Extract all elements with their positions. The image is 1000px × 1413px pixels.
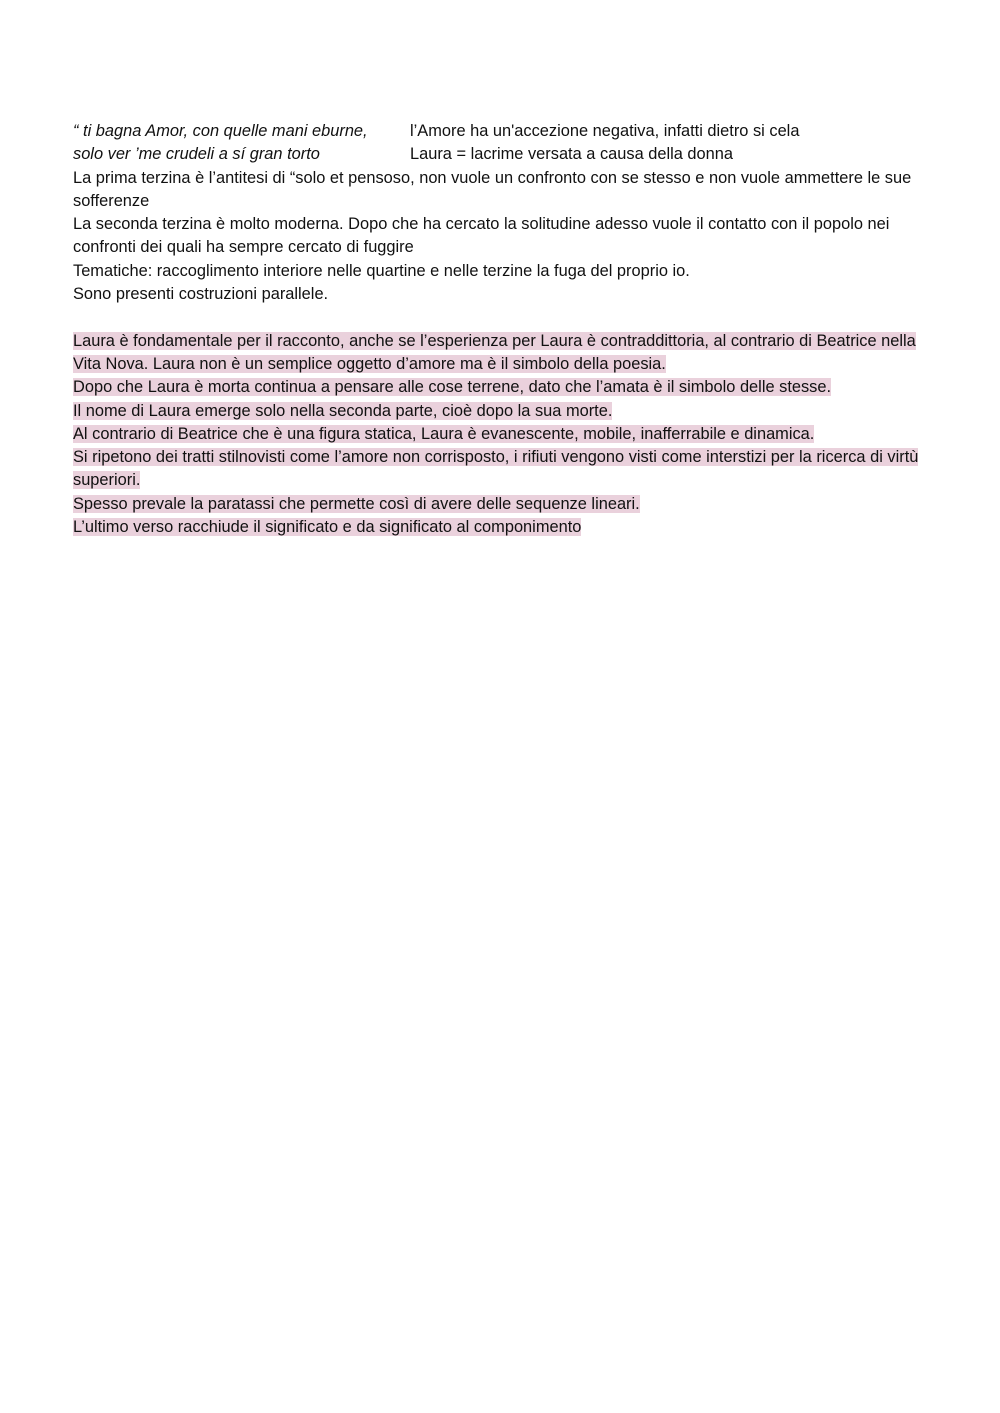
quote-comment-1: l’Amore ha un'accezione negativa, infatti dietro si cela	[410, 122, 800, 140]
highlight-ultimo-verso: L’ultimo verso racchiude il significato e da significato al componimento	[73, 518, 582, 537]
highlighted-paragraph	[73, 516, 933, 539]
highlight-laura-fondamentale: Laura è fondamentale per il racconto, anche se l’esperienza per Laura è contraddittoria, al contrario di Beatrice nella Vita Nova. Laura non è un semplice oggetto d’amore ma è il simbolo della poesia.	[73, 331, 916, 373]
highlighted-paragraph	[73, 423, 933, 446]
note-costruzioni: Sono presenti costruzioni parallele.	[73, 285, 329, 304]
note-tematiche: Tematiche: raccoglimento interiore nelle quartine e nelle terzine la fuga del proprio io.	[73, 261, 690, 280]
note-paragraph	[73, 213, 933, 260]
quote-row-2	[73, 143, 933, 166]
highlight-paratassi: Spesso prevale la paratassi che permette così di avere delle sequenze lineari.	[73, 494, 640, 513]
quote-verse-2: solo ver ’me crudeli a sí gran torto	[73, 145, 320, 164]
quote-row-1	[73, 120, 933, 143]
note-terzina-1: La prima terzina è l’antitesi di “solo et pensoso, non vuole un confronto con se stesso e non vuole ammettere le sue sofferenze	[73, 168, 912, 210]
quote-comment-2: Laura = lacrime versata a causa della donna	[410, 145, 734, 164]
quote-verse-1: “ ti bagna Amor, con quelle mani eburne,	[73, 122, 368, 140]
highlight-laura-morta: Dopo che Laura è morta continua a pensare alle cose terrene, dato che l’amata è il simbolo delle stesse.	[73, 378, 832, 397]
note-terzina-2: La seconda terzina è molto moderna. Dopo che ha cercato la solitudine adesso vuole il contatto con il popolo nei confronti dei quali ha sempre cercato di fuggire	[73, 215, 890, 257]
note-paragraph	[73, 283, 933, 306]
highlighted-paragraph	[73, 446, 933, 493]
highlight-tratti-stilnovisti: Si ripetono dei tratti stilnovisti come l’amore non corrisposto, i rifiuti vengono visti come interstizi per la ricerca di virtù superiori.	[73, 448, 919, 490]
paragraph-spacer	[73, 306, 933, 329]
highlighted-paragraph	[73, 400, 933, 423]
note-paragraph	[73, 167, 933, 214]
highlighted-paragraph	[73, 330, 933, 377]
highlight-nome-laura: Il nome di Laura emerge solo nella seconda parte, cioè dopo la sua morte.	[73, 401, 613, 420]
note-paragraph	[73, 260, 933, 283]
highlighted-paragraph	[73, 376, 933, 399]
document-page	[73, 120, 933, 539]
highlighted-paragraph	[73, 493, 933, 516]
highlight-beatrice-statica: Al contrario di Beatrice che è una figura statica, Laura è evanescente, mobile, inafferrabile e dinamica.	[73, 424, 815, 443]
